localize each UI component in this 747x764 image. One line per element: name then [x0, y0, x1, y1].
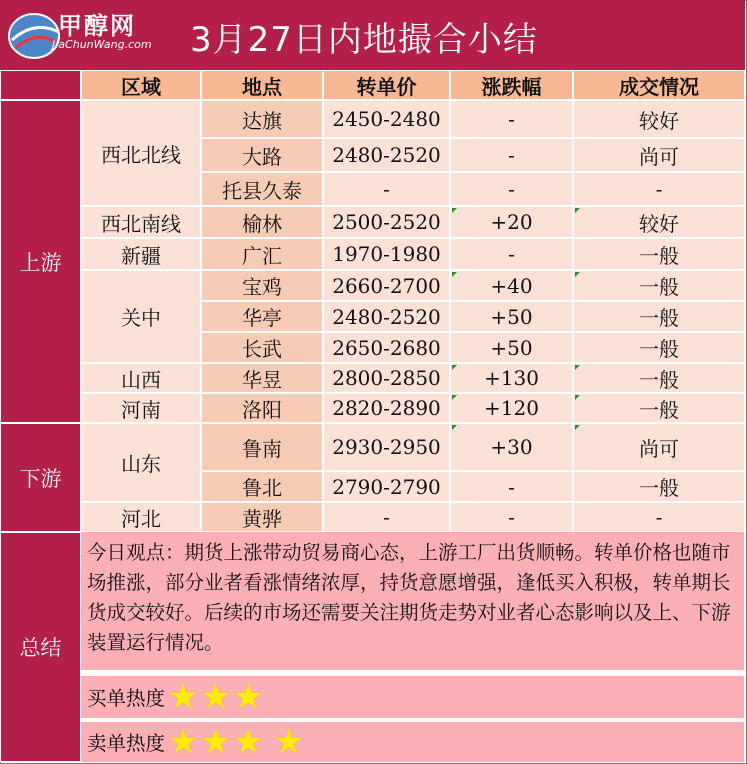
star-icon: ★ [232, 722, 264, 762]
buy-rating-row [81, 676, 744, 718]
star-icon: ★ [200, 677, 231, 717]
price-cell: 2800-2850 [323, 363, 450, 393]
region-xibei-north: 西北北线 [81, 100, 201, 206]
change-cell: +50 [450, 332, 573, 363]
price-cell: 2500-2520 [323, 206, 450, 238]
deal-cell: 一般 [573, 363, 745, 393]
change-cell: - [450, 172, 573, 206]
deal-cell: 一般 [573, 471, 745, 502]
deal-cell: 一般 [573, 332, 745, 363]
change-cell: - [450, 238, 573, 270]
sell-rating-row [81, 722, 744, 762]
sell-rating-label: 卖单热度 [87, 732, 166, 755]
corner-cell [0, 70, 81, 100]
col-header-region: 区域 [81, 70, 201, 100]
star-icon: ★ [200, 722, 231, 762]
change-cell: +30 [450, 423, 573, 471]
location-cell: 华亭 [201, 301, 323, 332]
location-cell: 托县久泰 [201, 172, 323, 206]
price-cell: 2660-2700 [323, 270, 450, 301]
deal-cell: 一般 [573, 238, 745, 270]
price-cell: 2790-2790 [323, 471, 450, 502]
region-shanxi: 山西 [81, 363, 201, 393]
change-cell: - [450, 502, 573, 532]
deal-cell: 一般 [573, 301, 745, 332]
deal-cell: 较好 [573, 100, 745, 138]
location-cell: 鲁北 [201, 471, 323, 502]
page-title: 3月27日内地撮合小结 [190, 20, 538, 60]
buy-star-group [167, 677, 264, 717]
change-cell: +120 [450, 393, 573, 423]
change-cell: - [450, 100, 573, 138]
price-cell: 2930-2950 [323, 423, 450, 471]
section-downstream: 下游 [0, 423, 81, 532]
col-header-change: 涨跌幅 [450, 70, 573, 100]
location-cell: 宝鸡 [201, 270, 323, 301]
region-guanzhong: 关中 [81, 270, 201, 363]
header-bar [0, 0, 745, 73]
price-cell: 2450-2480 [323, 100, 450, 138]
sell-star-group [167, 722, 305, 762]
change-cell: +40 [450, 270, 573, 301]
region-henan: 河南 [81, 393, 201, 423]
logo-subtext: JiaChunWang.com [52, 38, 152, 51]
region-hebei: 河北 [81, 502, 201, 532]
star-icon: ★ [168, 722, 199, 762]
location-cell: 鲁南 [201, 423, 323, 471]
price-cell: 2820-2890 [323, 393, 450, 423]
location-cell: 榆林 [201, 206, 323, 238]
deal-cell: 一般 [573, 270, 745, 301]
location-cell: 达旗 [201, 100, 323, 138]
location-cell: 广汇 [201, 238, 323, 270]
price-cell: 1970-1980 [323, 238, 450, 270]
star-icon: ★ [273, 722, 304, 762]
price-cell: - [323, 172, 450, 206]
deal-cell: 尚可 [573, 138, 745, 172]
price-cell: - [323, 502, 450, 532]
logo-text: 甲醇网 [58, 11, 136, 40]
col-header-deal: 成交情况 [573, 70, 745, 100]
price-cell: 2480-2520 [323, 138, 450, 172]
region-xibei-south: 西北南线 [81, 206, 201, 238]
location-cell: 洛阳 [201, 393, 323, 423]
location-cell: 黄骅 [201, 502, 323, 532]
deal-cell: - [573, 172, 745, 206]
price-cell: 2480-2520 [323, 301, 450, 332]
change-cell: +130 [450, 363, 573, 393]
location-cell: 大路 [201, 138, 323, 172]
price-cell: 2650-2680 [323, 332, 450, 363]
change-cell: +50 [450, 301, 573, 332]
deal-cell: 较好 [573, 206, 745, 238]
change-cell: - [450, 471, 573, 502]
deal-cell: 尚可 [573, 423, 745, 471]
change-cell: +20 [450, 206, 573, 238]
star-icon: ★ [232, 677, 264, 717]
summary-text: 今日观点：期货上涨带动贸易商心态，上游工厂出货顺畅。转单价格也随市场推涨，部分业者看涨情绪浓厚，持货意愿增强，逢低买入积极，转单期长货成交较好。后续的市场还需要关注期货走势对业者心态影响以及上、下游装置运行情况。 [81, 532, 744, 670]
section-upstream: 上游 [0, 100, 81, 423]
deal-cell: 一般 [573, 393, 745, 423]
buy-rating-label: 买单热度 [87, 687, 166, 710]
deal-cell: - [573, 502, 745, 532]
change-cell: - [450, 138, 573, 172]
star-icon: ★ [168, 677, 199, 717]
location-cell: 华昱 [201, 363, 323, 393]
location-cell: 长武 [201, 332, 323, 363]
region-shandong: 山东 [81, 423, 201, 502]
col-header-price: 转单价 [323, 70, 450, 100]
region-xinjiang: 新疆 [81, 238, 201, 270]
section-summary: 总结 [0, 532, 81, 762]
col-header-location: 地点 [201, 70, 323, 100]
